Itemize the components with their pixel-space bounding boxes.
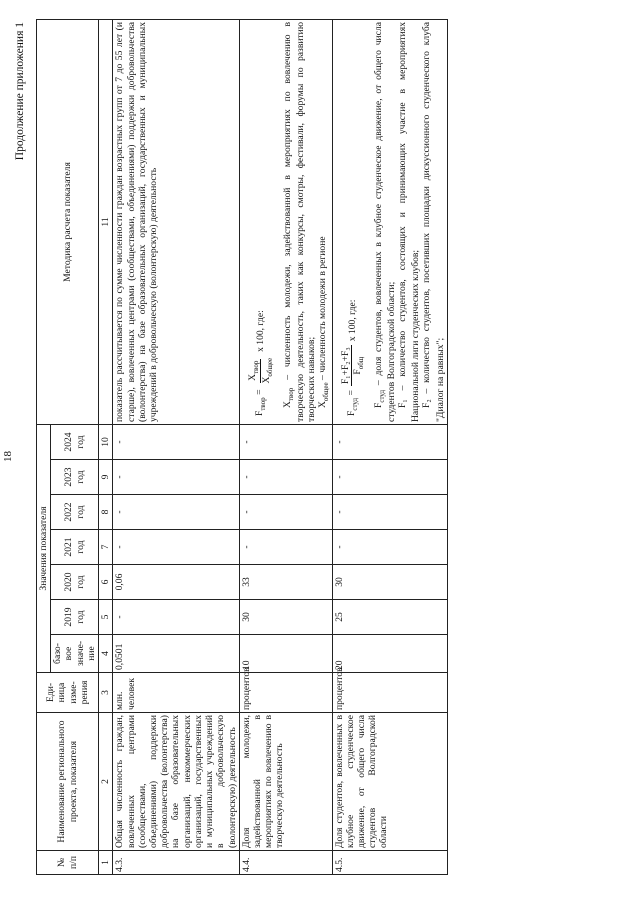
formula-suffix: x 100, где: — [254, 310, 266, 352]
header-values-group: Значения показателя — [37, 425, 51, 673]
header-2021: 2021 год — [51, 530, 99, 565]
row-num: 4.5. — [332, 851, 447, 875]
row-2023: - — [113, 460, 239, 495]
row-unit: млн. человек — [113, 673, 239, 713]
formula-note: $F_{студ}$ – доля студентов, вовлеченных в клубное студенческое движение, от общего числа студентов Волгоградской области; — [372, 22, 397, 422]
column-numbers-row — [99, 20, 113, 875]
row-unit: процентов — [239, 673, 332, 713]
col-number: 6 — [99, 565, 113, 600]
header-row-1 — [37, 20, 51, 875]
col-number: 1 — [99, 851, 113, 875]
row-2024: - — [332, 425, 447, 460]
col-number: 3 — [99, 673, 113, 713]
row-2022: - — [239, 495, 332, 530]
header-2019: 2019 год — [51, 600, 99, 635]
header-2020: 2020 год — [51, 565, 99, 600]
formula-note: F₂ – количество студентов, посетивших площадки дискуссионного студенческого клуба "Диалог на равных"; — [421, 22, 446, 422]
col-number: 11 — [99, 20, 113, 425]
row-2023: - — [239, 460, 332, 495]
row-base: 20 — [332, 635, 447, 673]
header-name: Наименование регионального проекта, показателя — [37, 713, 99, 851]
row-name: Доля молодежи, задействованной в мероприятиях по вовлечению в творческую деятельность — [239, 713, 332, 851]
header-2022: 2022 год — [51, 495, 99, 530]
row-2019: 25 — [332, 600, 447, 635]
col-number: 4 — [99, 635, 113, 673]
row-2021: - — [113, 530, 239, 565]
page-number: 18 — [2, 451, 14, 462]
row-2021: - — [239, 530, 332, 565]
formula-note: $X_{общее}$ – численность молодежи в регионе — [317, 236, 331, 408]
row-2024: - — [239, 425, 332, 460]
header-2024: 2024 год — [51, 425, 99, 460]
col-number: 8 — [99, 495, 113, 530]
row-2020: 30 — [332, 565, 447, 600]
formula-fraction: F₁+F₂+F₃ $F_{общ}$ — [339, 347, 365, 385]
row-2023: - — [332, 460, 447, 495]
row-2020: 0,06 — [113, 565, 239, 600]
indicators-table — [36, 19, 448, 875]
formula-lhs: $F_{студ}$ = — [345, 390, 359, 416]
table-row — [332, 20, 447, 875]
header-num: № п/п — [37, 851, 99, 875]
formula-fraction: $X_{твор}$ $X_{общее}$ — [246, 357, 274, 384]
row-base: 0,0501 — [113, 635, 239, 673]
row-2020: 33 — [239, 565, 332, 600]
row-unit: процентов — [332, 673, 447, 713]
row-2024: - — [113, 425, 239, 460]
header-base: базо- вое значе- ние — [51, 635, 99, 673]
col-number: 7 — [99, 530, 113, 565]
row-2019: - — [113, 600, 239, 635]
row-2022: - — [113, 495, 239, 530]
header-2023: 2023 год — [51, 460, 99, 495]
row-num: 4.3. — [113, 851, 239, 875]
col-number: 9 — [99, 460, 113, 495]
row-name: Доля студентов, вовлеченных в клубное студенческое движение, от общего числа студентов Волгоградской области — [332, 713, 447, 851]
table-row — [239, 20, 332, 875]
row-name: Общая численность граждан, вовлеченных центрами (сообществами, объединениями) поддержки добровольчества (волонтерства) на базе образовательных организаций, некоммерческих организаций, государственных и муниципальных учреждений в добровольческую (волонтерскую) деятельность — [113, 713, 239, 851]
col-number: 2 — [99, 713, 113, 851]
formula — [340, 22, 365, 416]
continuation-label: Продолжение приложения 1 — [14, 22, 26, 161]
col-number: 5 — [99, 600, 113, 635]
col-number: 10 — [99, 425, 113, 460]
row-method: показатель рассчитывается по сумме численности граждан возрастных групп от 7 до 55 лет (и старше), вовлеченных центрами (сообществами, объединениями) поддержки добровольчества (волонтерства) на базе образовательных организаций, государственных и муниципальных учреждений в добровольческую (волонтерскую) деятельность — [113, 20, 239, 425]
formula-note: $X_{твор}$ – численность молодежи, задействованной в мероприятиях по вовлечению в творческую деятельность, таких как конкурсы, смотры, фестивали, форумы по развитию творческих навыков; — [281, 22, 318, 422]
row-method — [332, 20, 447, 425]
header-unit: Еди- ница изме- рения — [37, 673, 99, 713]
formula-suffix: x 100, где: — [346, 299, 358, 342]
formula-note: F₁ – количество студентов, состоящих и принимающих участие в мероприятиях Национальной лиги студенческих клубов; — [397, 22, 422, 422]
formula — [247, 22, 274, 416]
row-2021: - — [332, 530, 447, 565]
row-2022: - — [332, 495, 447, 530]
formula-lhs: $F_{твор}$ = — [253, 389, 267, 416]
table-row — [113, 20, 239, 875]
row-base: 10 — [239, 635, 332, 673]
row-num: 4.4. — [239, 851, 332, 875]
row-2019: 30 — [239, 600, 332, 635]
row-method — [239, 20, 332, 425]
header-method: Методика расчета показателя — [37, 20, 99, 425]
